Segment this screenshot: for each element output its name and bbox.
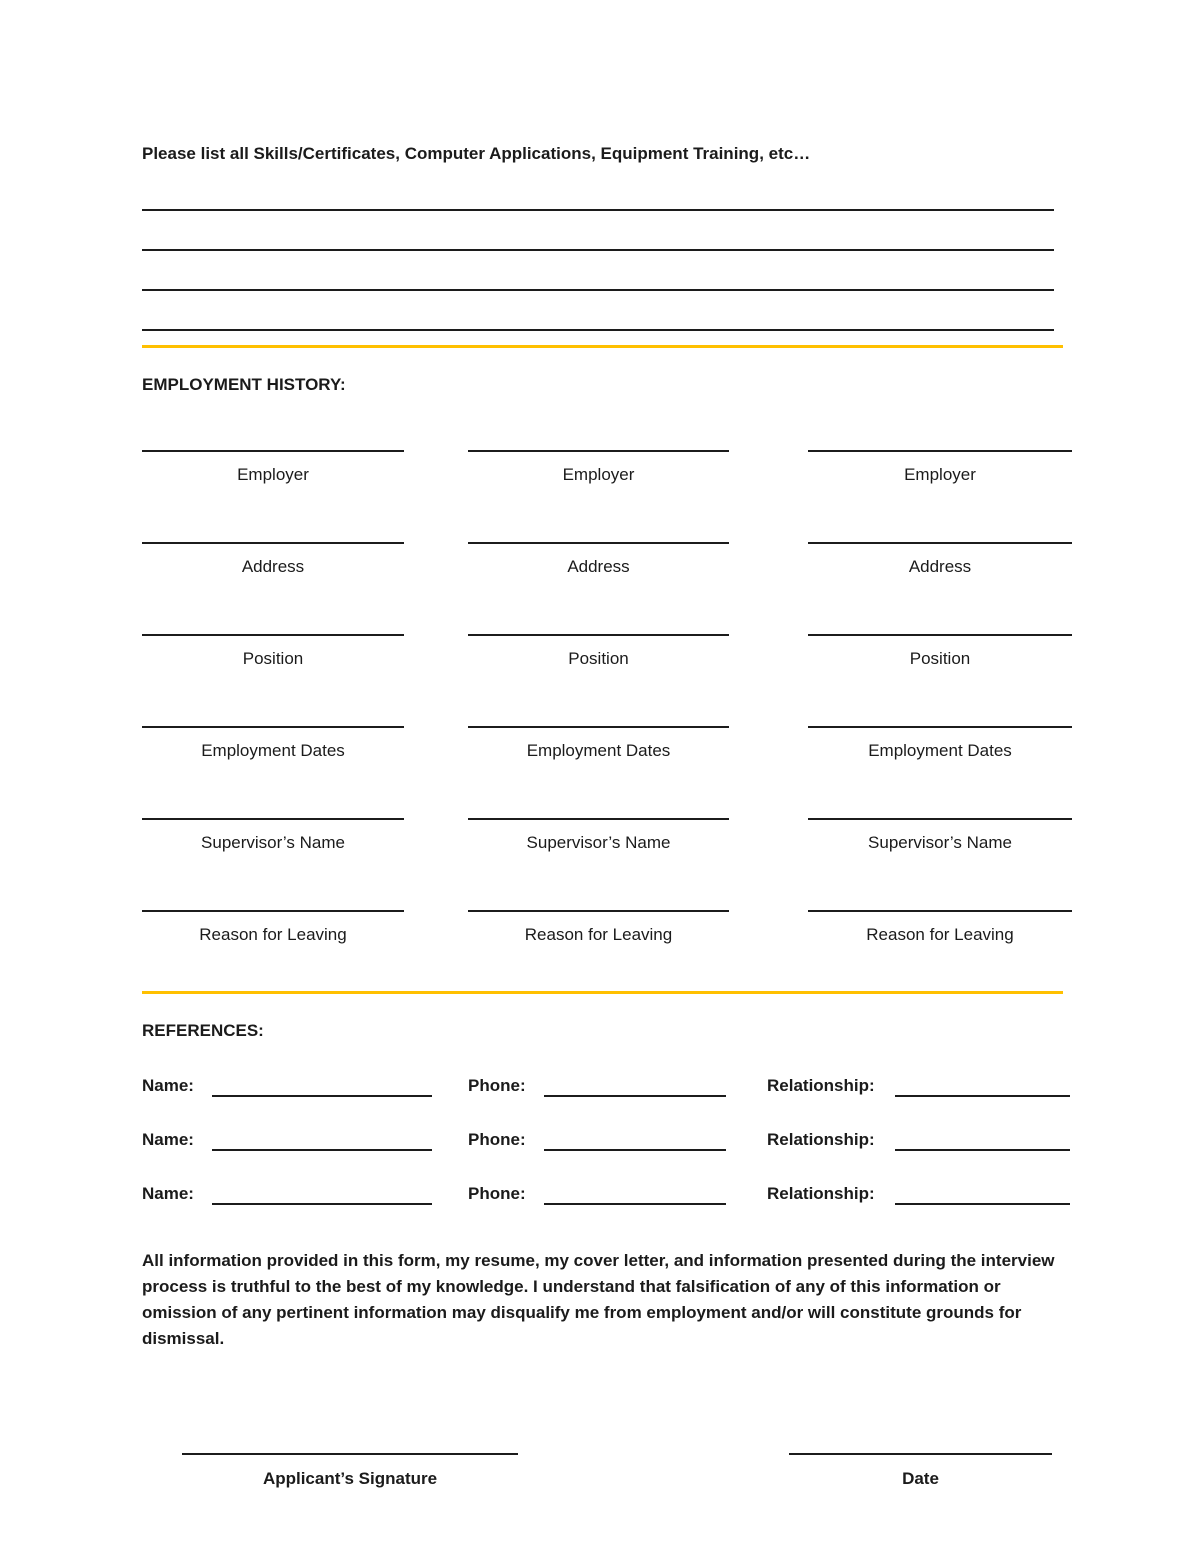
employment3-reason-field[interactable] bbox=[808, 910, 1072, 945]
applicant-signature-field[interactable] bbox=[182, 1453, 518, 1455]
employment3-employer-field[interactable] bbox=[808, 450, 1072, 485]
reason-for-leaving-label: Reason for Leaving bbox=[866, 925, 1014, 944]
employment3-supervisor-field[interactable] bbox=[808, 818, 1072, 853]
employment1-dates-field[interactable] bbox=[142, 726, 404, 761]
section-divider bbox=[142, 991, 1063, 994]
reference2-relationship-field[interactable] bbox=[895, 1149, 1070, 1151]
employment3-position-field[interactable] bbox=[808, 634, 1072, 669]
supervisor-name-label: Supervisor’s Name bbox=[868, 833, 1012, 852]
name-label: Name: bbox=[142, 1130, 194, 1149]
reference1-phone-field[interactable] bbox=[544, 1095, 726, 1097]
employer-label: Employer bbox=[904, 465, 976, 484]
reason-for-leaving-label: Reason for Leaving bbox=[199, 925, 347, 944]
skills-blank-line-4[interactable] bbox=[142, 329, 1054, 331]
reference3-relationship-field[interactable] bbox=[895, 1203, 1070, 1205]
date-field[interactable] bbox=[789, 1453, 1052, 1455]
employment2-dates-field[interactable] bbox=[468, 726, 729, 761]
employment2-reason-field[interactable] bbox=[468, 910, 729, 945]
name-label: Name: bbox=[142, 1076, 194, 1095]
reference-row bbox=[142, 1182, 1072, 1216]
reference2-phone-field[interactable] bbox=[544, 1149, 726, 1151]
reference2-name-field[interactable] bbox=[212, 1149, 432, 1151]
position-label: Position bbox=[568, 649, 629, 668]
position-label: Position bbox=[242, 649, 304, 668]
employment1-employer-field[interactable] bbox=[142, 450, 404, 485]
employment1-reason-field[interactable] bbox=[142, 910, 404, 945]
employment2-position-field[interactable] bbox=[468, 634, 729, 669]
employment1-position-field[interactable] bbox=[142, 634, 404, 669]
reference-row bbox=[142, 1128, 1072, 1162]
skills-blank-line-1[interactable] bbox=[142, 209, 1054, 211]
supervisor-name-label: Supervisor’s Name bbox=[201, 833, 345, 852]
employment-dates-label: Employment Dates bbox=[868, 741, 1012, 760]
employer-label: Employer bbox=[562, 465, 635, 484]
relationship-label: Relationship: bbox=[767, 1130, 875, 1149]
employer-label: Employer bbox=[237, 465, 309, 484]
name-label: Name: bbox=[142, 1184, 194, 1203]
supervisor-name-label: Supervisor’s Name bbox=[526, 833, 671, 852]
position-label: Position bbox=[909, 649, 971, 668]
phone-label: Phone: bbox=[468, 1130, 526, 1149]
address-label: Address bbox=[567, 557, 630, 576]
skills-blank-line-2[interactable] bbox=[142, 249, 1054, 251]
employment-dates-label: Employment Dates bbox=[526, 741, 671, 760]
section-divider bbox=[142, 345, 1063, 348]
reference3-phone-field[interactable] bbox=[544, 1203, 726, 1205]
reason-for-leaving-label: Reason for Leaving bbox=[524, 925, 673, 944]
applicant-signature-label: Applicant’s Signature bbox=[262, 1469, 438, 1488]
skills-blank-line-3[interactable] bbox=[142, 289, 1054, 291]
skills-prompt-heading: Please list all Skills/Certificates, Computer Applications, Equipment Training, etc… bbox=[142, 144, 811, 163]
employment1-address-field[interactable] bbox=[142, 542, 404, 577]
reference-row bbox=[142, 1074, 1072, 1108]
employment2-supervisor-field[interactable] bbox=[468, 818, 729, 853]
reference1-name-field[interactable] bbox=[212, 1095, 432, 1097]
certification-statement: All information provided in this form, my resume, my cover letter, and information presented during the interview process is truthful to the best of my knowledge. I understand that falsification of any of this information or omission of any pertinent information may disqualify me from employment and/or will constitute grounds for dismissal. bbox=[142, 1251, 1055, 1348]
employment2-address-field[interactable] bbox=[468, 542, 729, 577]
address-label: Address bbox=[241, 557, 305, 576]
date-label: Date bbox=[902, 1469, 939, 1488]
employment2-employer-field[interactable] bbox=[468, 450, 729, 485]
relationship-label: Relationship: bbox=[767, 1076, 875, 1095]
employment3-address-field[interactable] bbox=[808, 542, 1072, 577]
references-heading: REFERENCES: bbox=[142, 1021, 264, 1040]
phone-label: Phone: bbox=[468, 1076, 526, 1095]
address-label: Address bbox=[908, 557, 972, 576]
relationship-label: Relationship: bbox=[767, 1184, 875, 1203]
employment-history-heading: EMPLOYMENT HISTORY: bbox=[142, 375, 346, 394]
employment1-supervisor-field[interactable] bbox=[142, 818, 404, 853]
employment-dates-label: Employment Dates bbox=[201, 741, 345, 760]
reference3-name-field[interactable] bbox=[212, 1203, 432, 1205]
employment3-dates-field[interactable] bbox=[808, 726, 1072, 761]
reference1-relationship-field[interactable] bbox=[895, 1095, 1070, 1097]
phone-label: Phone: bbox=[468, 1184, 526, 1203]
